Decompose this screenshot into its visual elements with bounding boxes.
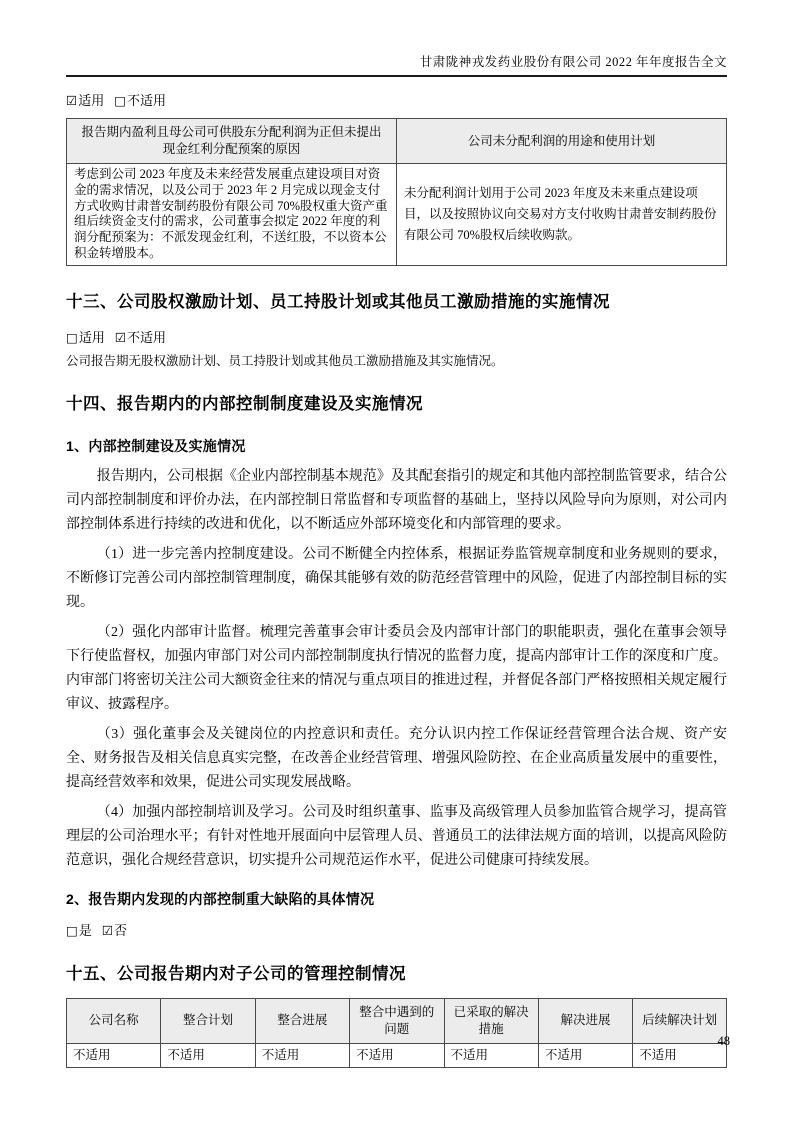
- table-cell: 考虑到公司 2023 年度及未来经营发展重点建设项目对资金的需求情况，以及公司于 2023 年 2 月完成以现金支付方式收购甘肃普安制药股份有限公司 70%股权重大资产重组后续资金支付的需求，公司董事会拟定 2022 年度的利润分配预案为：不派发现金红利，不送红股，不以资本公积金转增股本。: [67, 164, 397, 266]
- table-header-row: [67, 119, 727, 164]
- table-cell: 未分配利润计划用于公司 2023 年度及未来重点建设项目，以及按照协议向交易对方支付收购甘肃普安制药股份有限公司 70%股权后续收购款。: [397, 164, 727, 266]
- checkbox-label: 不适用: [127, 93, 167, 108]
- table-cell: 不适用: [350, 1043, 444, 1067]
- yes-option: [66, 923, 92, 938]
- checkbox-label: 适用: [78, 329, 105, 345]
- paragraph: （1）进一步完善内控制度建设。公司不断健全内控体系，根据证券监管规章制度和业务规则的要求，不断修订完善公司内部控制管理制度，确保其能够有效的防范经营管理中的风险，促进了内部控制目标的实现。: [66, 546, 727, 610]
- table-header-row: [67, 998, 727, 1043]
- section15-title: 十五、公司报告期内对子公司的管理控制情况: [66, 964, 406, 983]
- document-header: [66, 52, 727, 77]
- table-header-cell: 已采取的解决措施: [444, 998, 538, 1043]
- applicable-option: [66, 93, 104, 108]
- table-cell: 不适用: [538, 1043, 632, 1067]
- table-row: [67, 164, 727, 266]
- subsidiary-control-table: [66, 998, 727, 1068]
- section14-sub2-title: 2、报告期内发现的内部控制重大缺陷的具体情况: [66, 890, 375, 907]
- table-cell: 不适用: [161, 1043, 255, 1067]
- section13-applicability-line: [66, 329, 727, 347]
- checkbox-checked-icon: ☑: [114, 329, 127, 345]
- table-header-cell: 整合计划: [161, 998, 255, 1043]
- table-header-cell: 整合中遇到的问题: [350, 998, 444, 1043]
- table-header-cell: 解决进展: [538, 998, 632, 1043]
- paragraph: 报告期内，公司根据《企业内部控制基本规范》及其配套指引的规定和其他内部控制监管要求，结合公司内部控制制度和评价办法，在内部控制日常监督和专项监督的基础上，坚持以风险导向为原则，对公司内部控制体系进行持续的改进和优化，以不断适应外部环境变化和内部管理的要求。: [66, 468, 727, 532]
- checkbox-checked-icon: ☑: [101, 922, 114, 938]
- section13-title: 十三、公司股权激励计划、员工持股计划或其他员工激励措施的实施情况: [66, 292, 610, 311]
- dividend-table: [66, 118, 727, 266]
- table-header-cell: 报告期内盈利且母公司可供股东分配利润为正但未提出现金红利分配预案的原因: [67, 119, 397, 164]
- table-cell: 不适用: [444, 1043, 538, 1067]
- no-option: [102, 923, 127, 938]
- not-applicable-option: [114, 93, 166, 108]
- checkbox-label: 是: [78, 922, 92, 938]
- paragraph: （2）强化内部审计监督。梳理完善董事会审计委员会及内部审计部门的职能职责，强化在董事会领导下行使监督权，加强内审部门对公司内部控制制度执行情况的监督力度，提高内部审计工作的深度和广度。内审部门将密切关注公司大额资金往来的情况与重点项目的推进过程，并督促各部门严格按照相关规定履行审议、披露程序。: [66, 624, 727, 712]
- checkbox-label: 否: [114, 922, 128, 938]
- page-number: 48: [717, 1034, 730, 1048]
- table-header-cell: 后续解决计划: [633, 998, 727, 1043]
- table-row: [67, 1043, 727, 1067]
- table-header-cell: 公司名称: [67, 998, 161, 1043]
- checkbox-checked-icon: ☑: [66, 93, 78, 108]
- table-header-cell: 公司未分配利润的用途和使用计划: [397, 119, 727, 164]
- paragraph: （3）强化董事会及关键岗位的内控意识和责任。充分认识内控工作保证经营管理合法合规、资产安全、财务报告及相关信息真实完整，在改善企业经营管理、增强风险防控、在企业高质量发展中的重要性，提高经营效率和效果，促进公司实现发展战略。: [66, 726, 727, 790]
- checkbox-label: 不适用: [127, 329, 167, 345]
- section14-title: 十四、报告期内的内部控制制度建设及实施情况: [66, 394, 423, 413]
- section13-note: 公司报告期无股权激励计划、员工持股计划或其他员工激励措施及其实施情况。: [66, 353, 504, 368]
- checkbox-label: 适用: [78, 93, 105, 108]
- checkbox-unchecked-icon: □: [114, 93, 127, 108]
- applicable-option: [66, 330, 105, 345]
- dividend-applicability-line: [66, 92, 727, 110]
- table-header-cell: 整合进展: [255, 998, 349, 1043]
- report-title: 甘肃陇神戎发药业股份有限公司 2022 年年度报告全文: [419, 55, 727, 69]
- table-cell: 不适用: [67, 1043, 161, 1067]
- checkbox-unchecked-icon: □: [66, 329, 78, 345]
- table-cell: 不适用: [633, 1043, 727, 1067]
- internal-control-paragraphs: [66, 465, 727, 873]
- checkbox-unchecked-icon: □: [66, 922, 78, 938]
- section14-sub2-yesno-line: [66, 922, 727, 940]
- table-cell: 不适用: [255, 1043, 349, 1067]
- section14-sub1-title: 1、内部控制建设及实施情况: [66, 437, 246, 454]
- paragraph: （4）加强内部控制培训及学习。公司及时组织董事、监事及高级管理人员参加监管合规学习，提高管理层的公司治理水平；有针对性地开展面向中层管理人员、普通员工的法律法规方面的培训，以提高风险防范意识，强化合规经营意识，切实提升公司规范运作水平，促进公司健康可持续发展。: [66, 804, 727, 868]
- not-applicable-option: [115, 330, 166, 345]
